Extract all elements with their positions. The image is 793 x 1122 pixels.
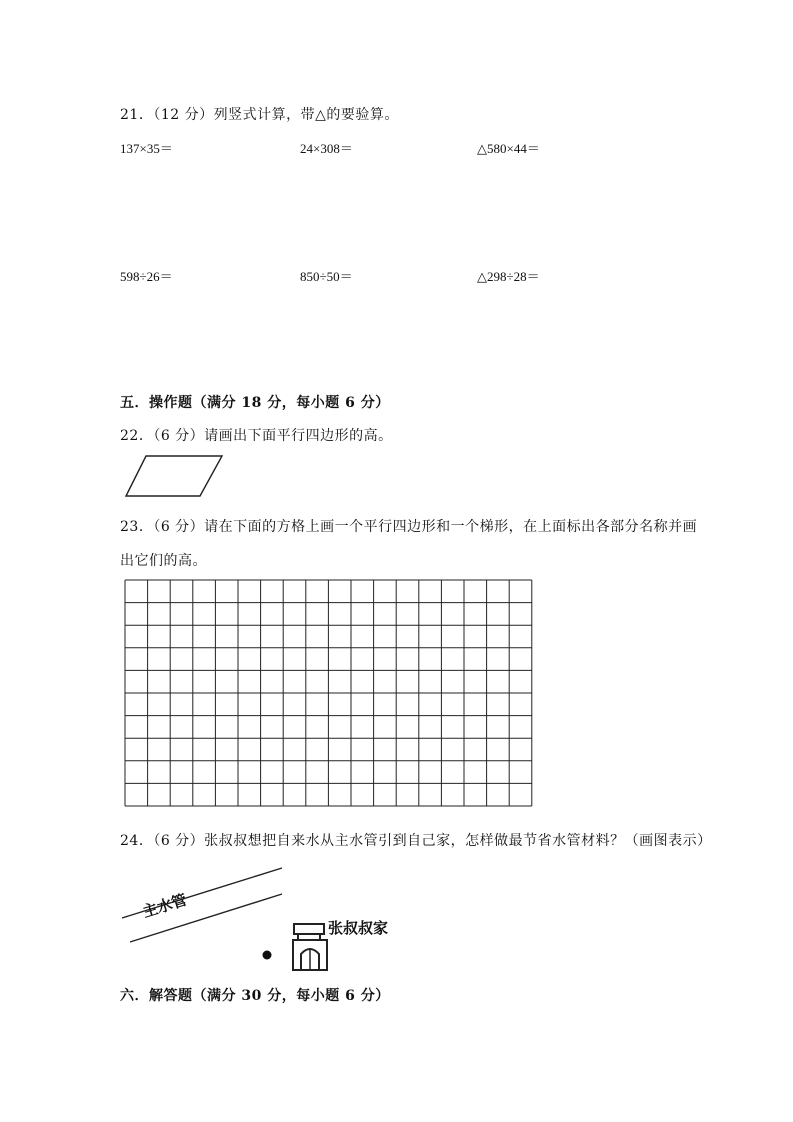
- section-6-heading: 六．解答题（满分 30 分，每小题 6 分）: [120, 988, 390, 1004]
- expression-6: △298÷28＝: [477, 269, 540, 284]
- question-23-title-line1: 23．（6 分）请在下面的方格上画一个平行四边形和一个梯形，在上面标出各部分名称并画: [120, 519, 698, 535]
- parallelogram-figure: [124, 454, 234, 504]
- question-24-title: 24．（6 分）张叔叔想把自来水从主水管引到自己家，怎样做最节省水管材料？（画图表示）: [120, 833, 712, 849]
- expression-5: 850÷50＝: [300, 269, 353, 284]
- question-23-title-line2: 出它们的高。: [120, 553, 207, 569]
- square-grid: [124, 579, 534, 811]
- expression-2: 24×308＝: [300, 141, 353, 156]
- expression-4: 598÷26＝: [120, 269, 173, 284]
- parallelogram-shape: [126, 456, 222, 496]
- expression-3: △580×44＝: [477, 141, 540, 156]
- main-pipe-label: 主水管: [140, 890, 189, 922]
- expression-1: 137×35＝: [120, 141, 173, 156]
- house-label: 张叔叔家: [328, 919, 389, 937]
- question-21-title: 21．（12 分）列竖式计算，带△的要验算。: [120, 107, 399, 123]
- start-point-dot: [263, 951, 272, 960]
- section-5-heading: 五．操作题（满分 18 分，每小题 6 分）: [120, 395, 390, 411]
- house-icon: [293, 924, 327, 970]
- question-22-title: 22．（6 分）请画出下面平行四边形的高。: [120, 428, 393, 444]
